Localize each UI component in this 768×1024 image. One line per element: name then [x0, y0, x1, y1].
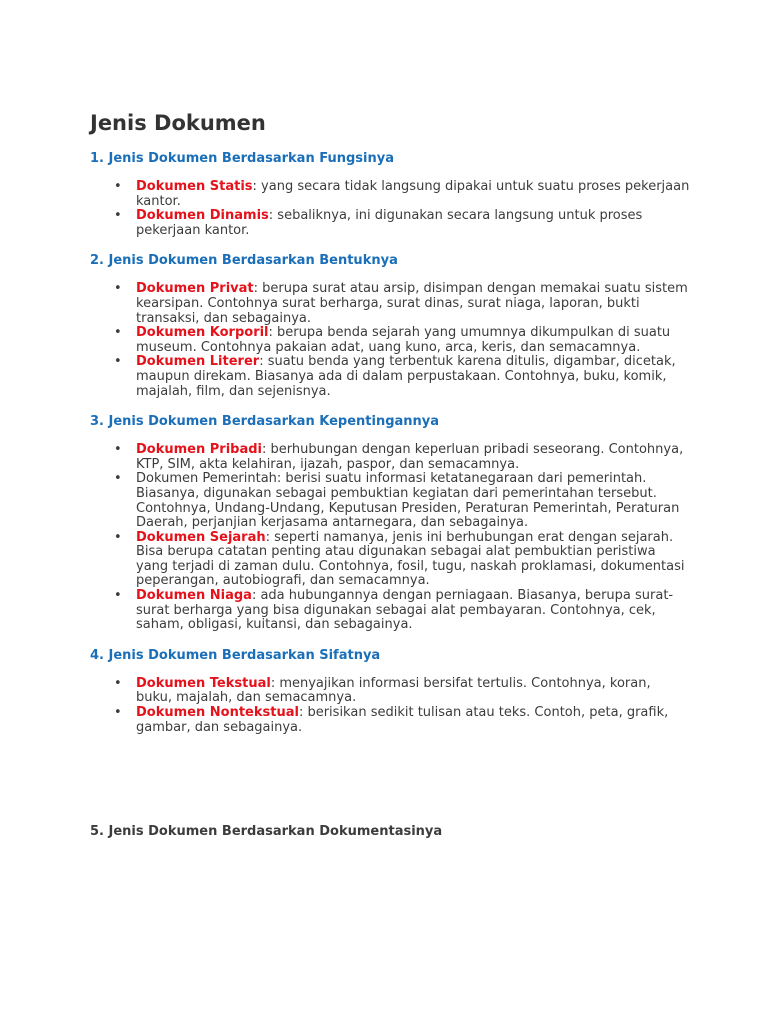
- list-item: [136, 589, 690, 633]
- term-description: : berisikan sedikit tulisan atau teks. Contoh, peta, grafik, gambar, dan sebagainya.: [136, 705, 669, 735]
- term-description: : berisi suatu informasi ketatanegaraan dari pemerintah. Biasanya, digunakan sebagai pembuktian kegiatan dari pemerintahan tersebut. Contohnya, Undang-Undang, Keputusan Presiden, Peraturan Pemerintah, Peraturan Daerah, perjanjian kerjasama antarnegara, dan sebagainya.: [136, 471, 680, 531]
- term-label: Dokumen Privat: [136, 281, 254, 297]
- blank-space: [90, 749, 690, 823]
- section-heading-kepentingan: 3. Jenis Dokumen Berdasarkan Kepentingannya: [90, 414, 440, 430]
- term-label: Dokumen Pribadi: [136, 442, 263, 458]
- term-label: Dokumen Niaga: [136, 588, 252, 604]
- term-description: : menyajikan informasi bersifat tertulis. Contohnya, koran, buku, majalah, dan semacamnya.: [136, 675, 651, 706]
- list-item: [136, 472, 690, 530]
- term-description: : suatu benda yang terbentuk karena ditulis, digambar, dicetak, maupun direkam. Biasanya ada di dalam perpustakaan. Contohnya, buku, komik, majalah, film, dan sejenisnya.: [136, 354, 676, 399]
- term-description: : ada hubungannya dengan perniagaan. Biasanya, berupa surat-surat berharga yang bisa digunakan sebagai alat pembayaran. Contohnya, cek, saham, obligasi, kuitansi, dan sebagainya.: [136, 588, 674, 633]
- list-item: [136, 355, 690, 399]
- section-list-fungsi: [90, 180, 690, 238]
- list-item: [136, 706, 690, 735]
- list-item: [136, 677, 690, 706]
- list-item: [136, 326, 690, 355]
- term-label: Dokumen Pemerintah: [136, 471, 277, 487]
- section-heading-sifat: 4. Jenis Dokumen Berdasarkan Sifatnya: [90, 647, 381, 663]
- term-description: : seperti namanya, jenis ini berhubungan erat dengan sejarah. Bisa berupa catatan penting atau digunakan sebagai alat pembuktian peristiwa yang terjadi di zaman dulu. Contohnya, fosil, tugu, naskah proklamasi, dokumentasi peperangan, autobiografi, dan semacamnya.: [136, 529, 685, 589]
- term-label: Dokumen Statis: [136, 179, 253, 194]
- term-label: Dokumen Nontekstual: [136, 705, 299, 721]
- document-page: [90, 108, 690, 853]
- page-title: Jenis Dokumen: [90, 111, 266, 135]
- section-heading-dokumentasi: 5. Jenis Dokumen Berdasarkan Dokumentasinya: [90, 824, 443, 840]
- list-item: [136, 443, 690, 472]
- list-item: [136, 282, 690, 326]
- term-label: Dokumen Sejarah: [136, 529, 266, 545]
- term-label: Dokumen Dinamis: [136, 208, 269, 224]
- list-item: [136, 180, 690, 209]
- section-heading-fungsi: 1. Jenis Dokumen Berdasarkan Fungsinya: [90, 151, 394, 166]
- section-list-bentuk: [90, 282, 690, 399]
- list-item: [136, 531, 690, 589]
- term-label: Dokumen Tekstual: [136, 675, 271, 691]
- section-heading-bentuk: 2. Jenis Dokumen Berdasarkan Bentuknya: [90, 253, 398, 269]
- term-description: : yang secara tidak langsung dipakai untuk suatu proses pekerjaan kantor.: [136, 179, 690, 209]
- term-description: : berupa surat atau arsip, disimpan dengan memakai suatu sistem kearsipan. Contohnya surat berharga, surat dinas, surat niaga, laporan, bukti transaksi, dan sebagainya.: [136, 281, 688, 326]
- section-list-kepentingan: [90, 443, 690, 633]
- term-description: : berhubungan dengan keperluan pribadi seseorang. Contohnya, KTP, SIM, akta kelahiran, ijazah, paspor, dan semacamnya.: [136, 442, 684, 472]
- term-label: Dokumen Literer: [136, 354, 260, 370]
- term-description: : sebaliknya, ini digunakan secara langsung untuk proses pekerjaan kantor.: [136, 208, 643, 238]
- section-list-sifat: [90, 677, 690, 735]
- term-description: : berupa benda sejarah yang umumnya dikumpulkan di suatu museum. Contohnya pakaian adat, uang kuno, arca, keris, dan semacamnya.: [136, 325, 671, 355]
- term-label: Dokumen Korporil: [136, 325, 269, 341]
- list-item: [136, 209, 690, 238]
